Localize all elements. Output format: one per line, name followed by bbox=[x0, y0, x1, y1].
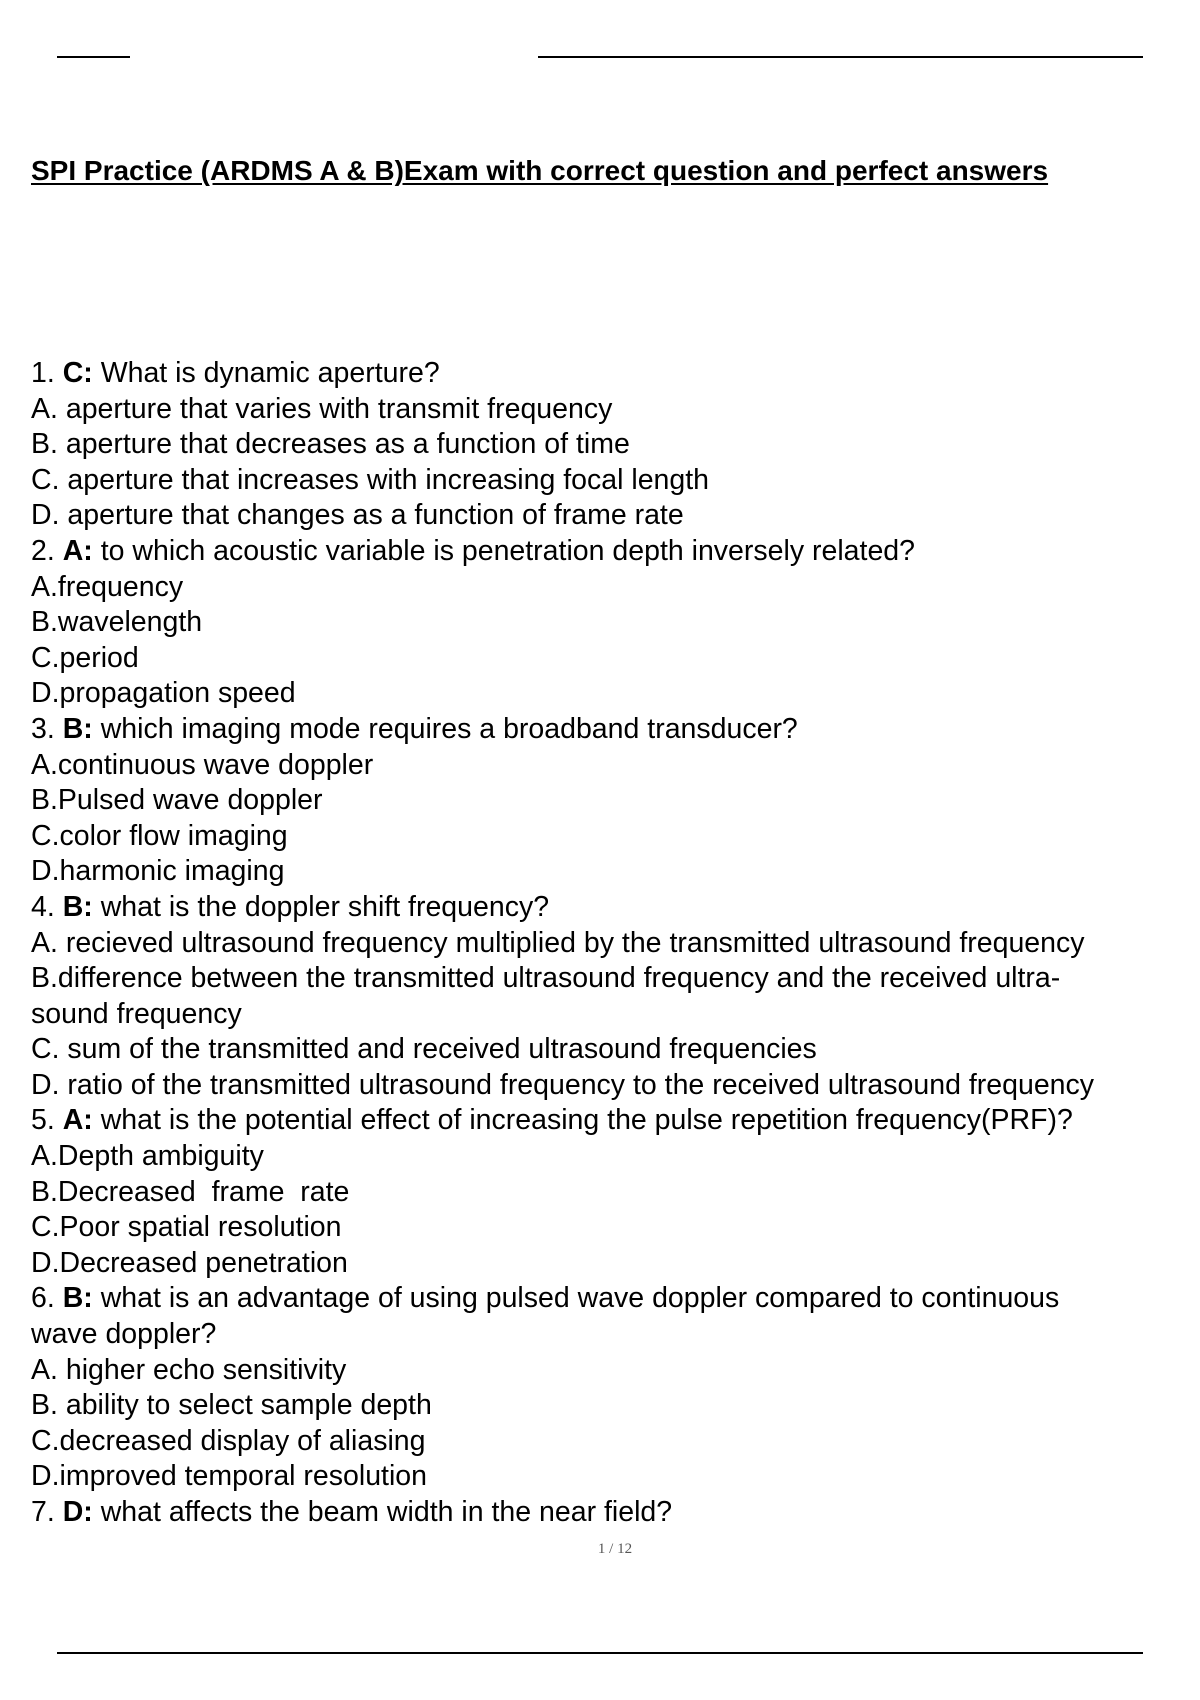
question-text: to which acoustic variable is penetration depth inversely related? bbox=[92, 534, 915, 567]
answer-option: A. recieved ultrasound frequency multiplied by the transmitted ultrasound frequency bbox=[31, 926, 1085, 959]
question-text: what affects the beam width in the near field? bbox=[92, 1496, 673, 1528]
answer-option: A.Depth ambiguity bbox=[31, 1140, 264, 1173]
header-rule-right bbox=[538, 56, 1143, 58]
answer-option: D. ratio of the transmitted ultrasound frequency to the received ultrasound frequency bbox=[31, 1068, 1095, 1101]
question-number: 1. bbox=[31, 357, 55, 389]
header-rule-left bbox=[57, 56, 130, 58]
correct-answer-letter: A: bbox=[62, 534, 93, 567]
answer-option: C.decreased display of aliasing bbox=[31, 1424, 426, 1457]
document-title: SPI Practice (ARDMS A & B)Exam with correct question and perfect answers bbox=[31, 155, 1049, 186]
answer-option: D.harmonic imaging bbox=[31, 855, 285, 888]
page-number: 1 / 12 bbox=[597, 1541, 633, 1557]
answer-option: C.period bbox=[31, 641, 139, 674]
answer-option: C. aperture that increases with increasing focal length bbox=[31, 463, 710, 496]
question-1 bbox=[31, 356, 1200, 392]
answer-option: D.improved temporal resolution bbox=[31, 1460, 428, 1493]
answer-option: D. aperture that changes as a function of frame rate bbox=[31, 499, 684, 532]
question-list bbox=[31, 356, 1200, 1531]
question-text: which imaging mode requires a broadband transducer? bbox=[92, 712, 798, 745]
correct-answer-letter: A: bbox=[62, 1104, 93, 1137]
footer-rule bbox=[57, 1652, 1143, 1654]
answer-option: A. higher echo sensitivity bbox=[31, 1353, 347, 1386]
answer-option: D.Decreased penetration bbox=[31, 1246, 348, 1279]
question-number: 2. bbox=[31, 534, 55, 567]
answer-option: B. ability to select sample depth bbox=[31, 1389, 432, 1422]
correct-answer-letter: B: bbox=[62, 712, 93, 745]
answer-option: C. sum of the transmitted and received ultrasound frequencies bbox=[31, 1033, 817, 1066]
question-number: 4. bbox=[31, 890, 55, 923]
answer-option: A.continuous wave doppler bbox=[31, 748, 374, 781]
question-5 bbox=[31, 1103, 1200, 1139]
answer-option: A.frequency bbox=[31, 570, 184, 603]
answer-option: sound frequency bbox=[31, 997, 242, 1030]
question-number: 7. bbox=[31, 1496, 55, 1528]
question-number: 3. bbox=[31, 712, 55, 745]
answer-option: B.difference between the transmitted ultrasound frequency and the received ultra- bbox=[31, 962, 1061, 995]
correct-answer-letter: B: bbox=[62, 890, 93, 923]
question-3 bbox=[31, 712, 1200, 748]
question-text-continued: wave doppler? bbox=[31, 1318, 217, 1351]
answer-option: A. aperture that varies with transmit frequency bbox=[31, 392, 613, 425]
answer-option: B.Decreased frame rate bbox=[31, 1175, 350, 1208]
answer-option: B.Pulsed wave doppler bbox=[31, 784, 323, 817]
question-number: 5. bbox=[31, 1104, 55, 1137]
answer-option: D.propagation speed bbox=[31, 677, 296, 710]
answer-option: C.Poor spatial resolution bbox=[31, 1211, 342, 1244]
question-text: what is the doppler shift frequency? bbox=[92, 890, 550, 923]
answer-option: C.color flow imaging bbox=[31, 819, 288, 852]
question-number: 6. bbox=[31, 1282, 55, 1315]
question-2 bbox=[31, 534, 1200, 570]
correct-answer-letter: B: bbox=[62, 1282, 93, 1315]
correct-answer-letter: C: bbox=[62, 357, 93, 389]
correct-answer-letter: D: bbox=[62, 1496, 93, 1528]
question-text: what is an advantage of using pulsed wave doppler compared to continuous bbox=[92, 1282, 1060, 1315]
question-7 bbox=[31, 1495, 1200, 1531]
question-text: What is dynamic aperture? bbox=[92, 357, 440, 389]
answer-option: B. aperture that decreases as a function of time bbox=[31, 428, 630, 461]
answer-option: B.wavelength bbox=[31, 606, 203, 639]
question-6 bbox=[31, 1281, 1200, 1317]
question-4 bbox=[31, 890, 1200, 926]
question-text: what is the potential effect of increasing the pulse repetition frequency(PRF)? bbox=[92, 1104, 1073, 1137]
